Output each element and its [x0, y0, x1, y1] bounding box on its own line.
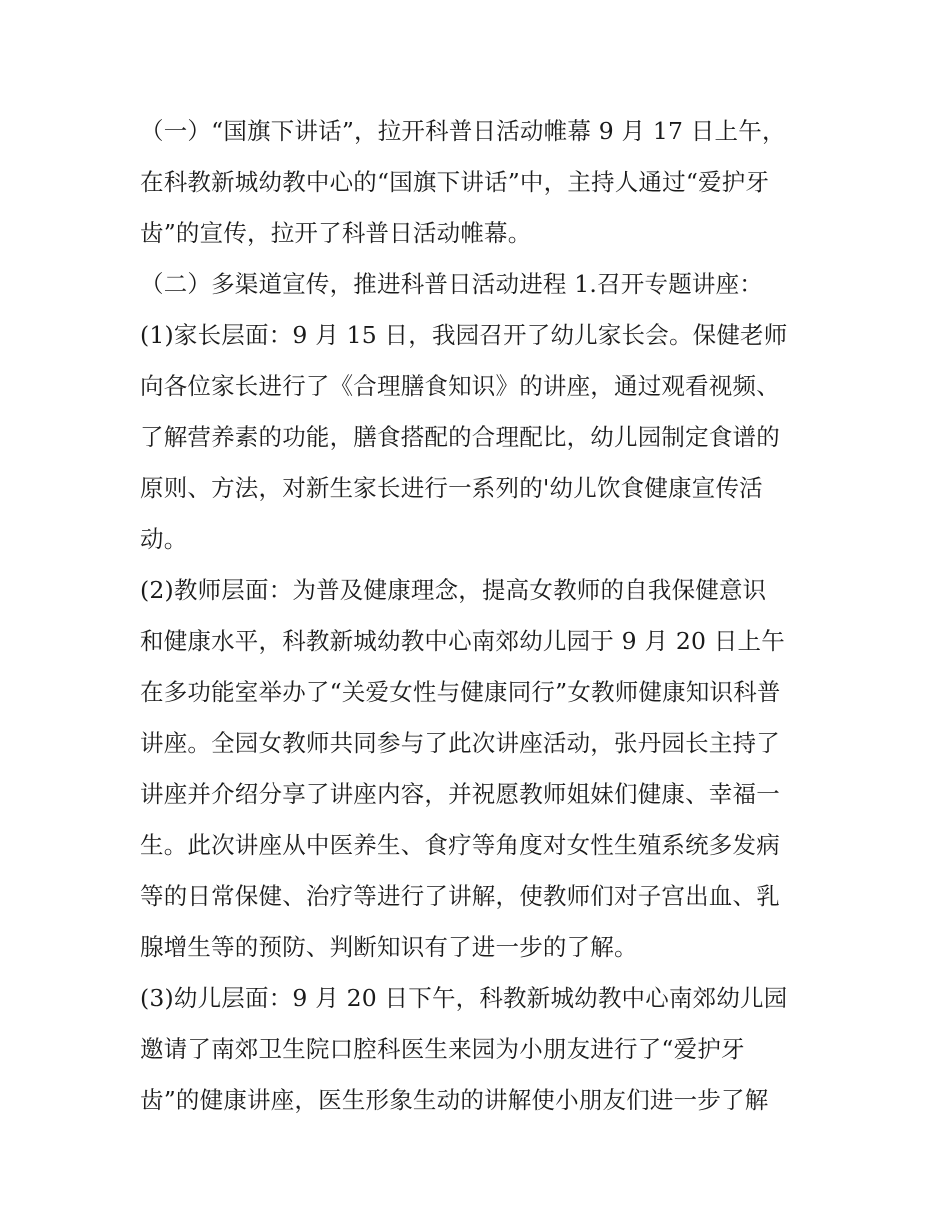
text-line: 动。: [140, 525, 188, 553]
text-line: 邀请了南郊卫生院口腔科医生来园为小朋友进行了“爱护牙: [140, 1035, 745, 1063]
text-line: 向各位家长进行了《合理膳食知识》的讲座，通过观看视频、: [140, 372, 780, 400]
text-line: 齿”的健康讲座，医生形象生动的讲解使小朋友们进一步了解: [140, 1086, 769, 1114]
document-body: [140, 106, 820, 1126]
text-line: 讲座并介绍分享了讲座内容，并祝愿教师姐妹们健康、幸福一: [140, 780, 780, 808]
text-line: 和健康水平，科教新城幼教中心南郊幼儿园于 9 月 20 日上午: [140, 627, 785, 655]
text-line: (3)幼儿层面：9 月 20 日下午，科教新城幼教中心南郊幼儿园: [140, 984, 788, 1012]
text-line: 齿”的宣传，拉开了科普日活动帷幕。: [140, 219, 532, 247]
text-line: (2)教师层面：为普及健康理念，提高女教师的自我保健意识: [140, 576, 767, 604]
text-line: （一）“国旗下讲话”，拉开科普日活动帷幕 9 月 17 日上午，: [140, 117, 786, 145]
text-line: 腺增生等的预防、判断知识有了进一步的了解。: [140, 933, 638, 961]
text-line: （二）多渠道宣传，推进科普日活动进程 1.召开专题讲座：: [140, 270, 763, 298]
text-line: 了解营养素的功能，膳食搭配的合理配比，幼儿园制定食谱的: [140, 423, 780, 451]
text-line: 讲座。全园女教师共同参与了此次讲座活动，张丹园长主持了: [140, 729, 780, 757]
text-line: 生。此次讲座从中医养生、食疗等角度对女性生殖系统多发病: [140, 831, 780, 859]
text-line: 在科教新城幼教中心的“国旗下讲话”中，主持人通过“爱护牙: [140, 168, 770, 196]
text-line: 在多功能室举办了“关爱女性与健康同行”女教师健康知识科普: [140, 678, 781, 706]
text-line: 等的日常保健、治疗等进行了讲解，使教师们对子宫出血、乳: [140, 882, 780, 910]
text-line: 原则、方法，对新生家长进行一系列的'幼儿饮食健康宣传活: [140, 474, 763, 502]
text-line: (1)家长层面：9 月 15 日，我园召开了幼儿家长会。保健老师: [140, 321, 788, 349]
